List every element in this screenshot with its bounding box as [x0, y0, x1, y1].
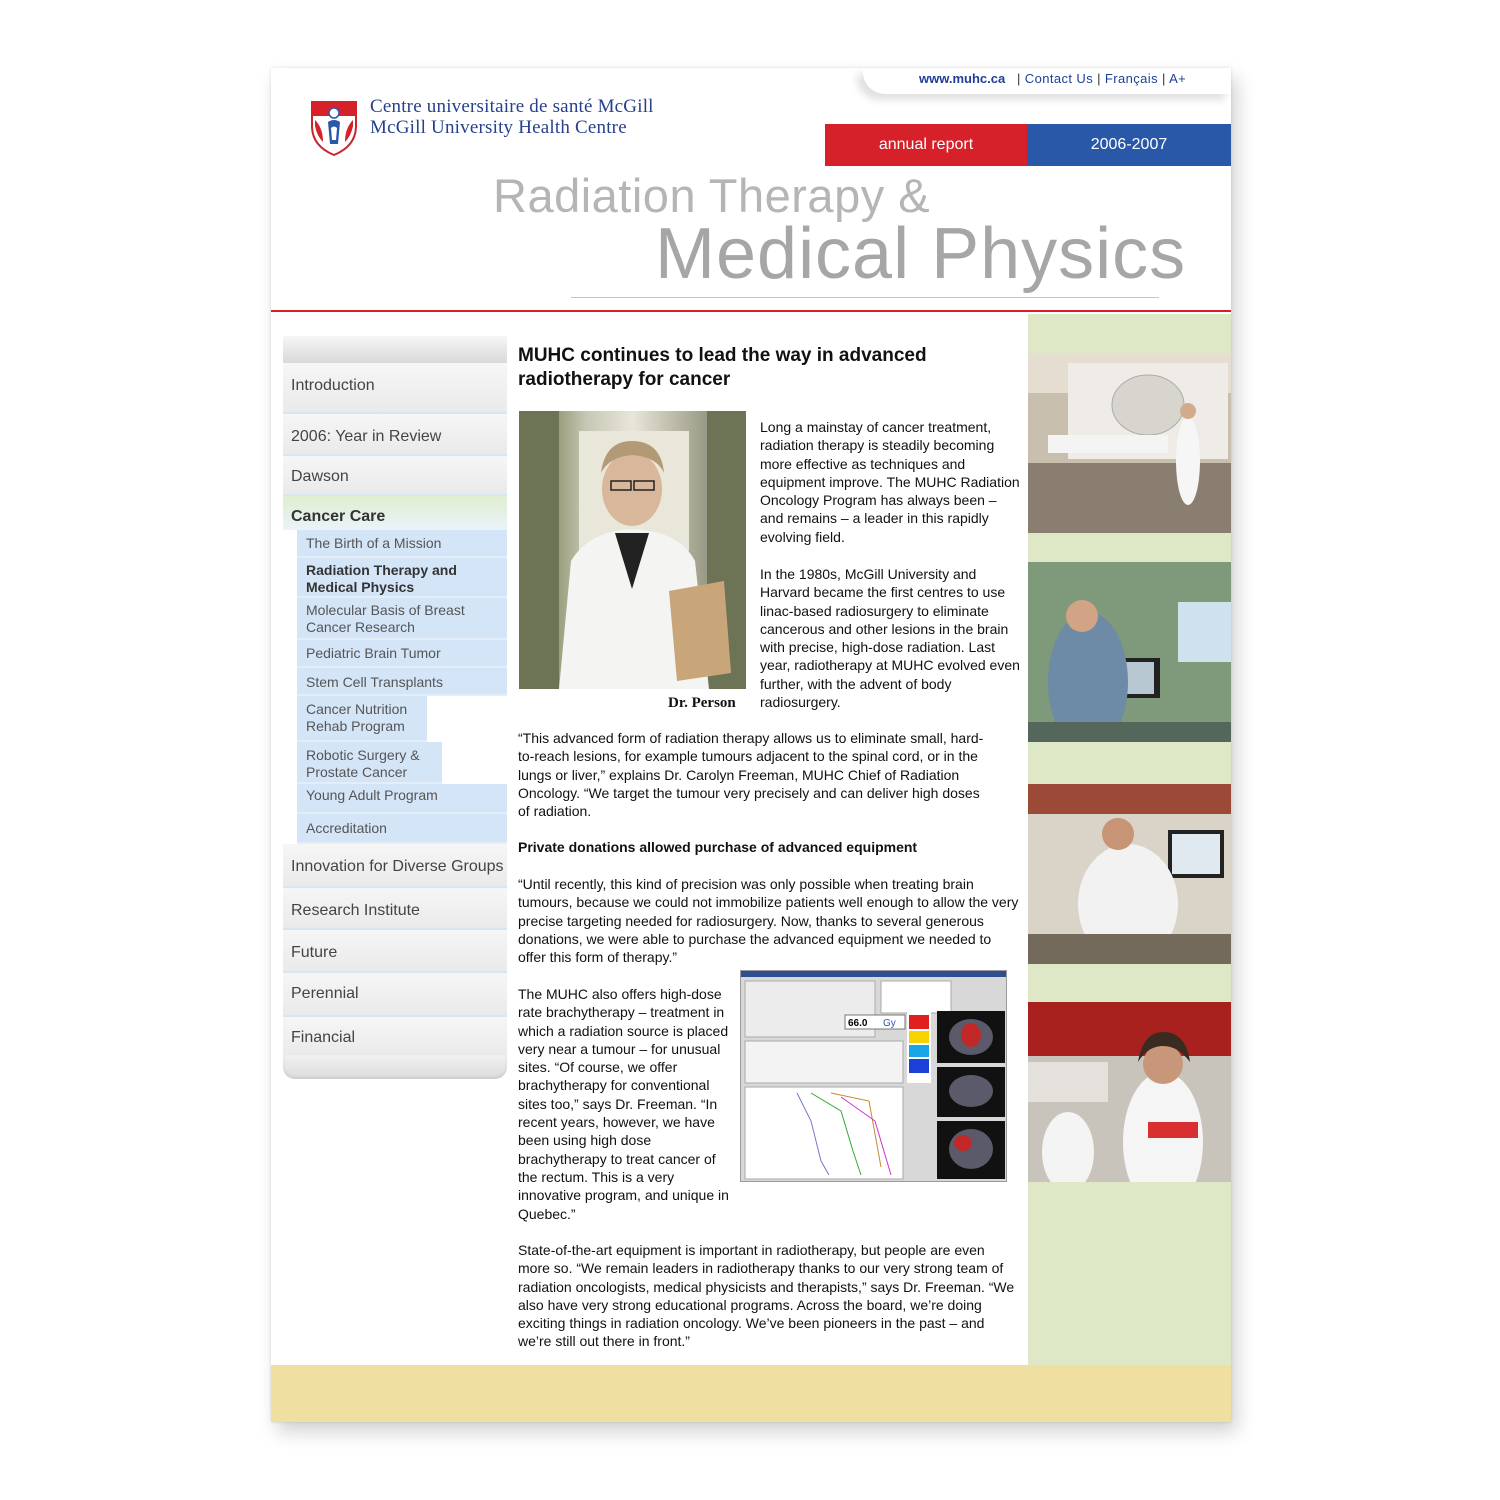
sidebar-item-introduction[interactable]: Introduction [283, 363, 507, 414]
utility-bar [863, 68, 1231, 94]
separator: | [1097, 71, 1101, 86]
header-divider [271, 310, 1231, 312]
page-title-line1: Radiation Therapy & [493, 169, 931, 222]
sidebar-cap-top [283, 336, 507, 363]
sidebar-item-year-in-review[interactable]: 2006: Year in Review [283, 414, 507, 456]
article-paragraph: “Until recently, this kind of precision was only possible when treating brain tumours, because we could not immobilize patients well enough to allow the very precise targeting needed for radiosurgery. Now, thanks to several generous donations, we were able to purchase the advanced equipment we needed to offer this form of therapy.” [518, 876, 1019, 966]
contact-link[interactable]: Contact Us [1024, 71, 1094, 86]
subnav-young-adult-program[interactable]: Young Adult Program [297, 784, 507, 814]
doctor-photo [519, 411, 746, 689]
separator: | [1017, 71, 1021, 86]
utility-links [1017, 71, 1186, 86]
sidebar-cap-bottom [283, 1055, 507, 1079]
article-paragraph: The MUHC also offers high-dose rate brachytherapy – treatment in which a radiation source is placed very near a tumour – for unusual sites. “Of course, we offer brachytherapy for conventional sites too,” says Dr. Freeman. “In recent years, however, we have been using high dose brachytherapy to treat cancer of the rectum. This is a very innovative program, and unique in Quebec.” [518, 986, 729, 1222]
article-paragraph: Long a mainstay of cancer treatment, radiation therapy is steadily becoming more effective as techniques and equipment improve. The MUHC Radiation Oncology Program has always been – and remains – a leader in this rapidly evolving field. [760, 419, 1020, 545]
language-link[interactable]: Français [1104, 71, 1158, 86]
planning-workstation-photo [1028, 784, 1231, 964]
org-name-fr: Centre universitaire de santé McGill [370, 96, 654, 117]
physician-xray-photo [1028, 562, 1231, 742]
sidebar-item-financial[interactable]: Financial [283, 1017, 507, 1055]
muhc-shield-logo[interactable] [309, 98, 359, 156]
sidebar-nav [283, 336, 507, 1079]
sidebar-item-research-institute[interactable]: Research Institute [283, 888, 507, 930]
sidebar-item-innovation[interactable]: Innovation for Diverse Groups [283, 844, 507, 888]
footer-band [271, 1365, 1231, 1422]
org-name-en: McGill University Health Centre [370, 117, 627, 138]
dose-unit: Gy [883, 1018, 896, 1029]
photo-caption: Dr. Person [668, 695, 736, 711]
photo-column [1028, 314, 1231, 1366]
article-subheading: Private donations allowed purchase of advanced equipment [518, 839, 918, 855]
subnav-stem-cell-transplants[interactable]: Stem Cell Transplants [297, 668, 507, 696]
article-paragraph: In the 1980s, McGill University and Harvard became the first centres to use linac-based radiosurgery to eliminate cancerous and other lesions in the brain with precise, high-dose radiation. Last year, radiotherapy at MUHC evolved even further, with the advent of body radiosurgery. [760, 566, 1020, 711]
sidebar-item-perennial[interactable]: Perennial [283, 973, 507, 1017]
text-size-link[interactable]: A+ [1169, 71, 1187, 86]
page-title-line2: Medical Physics [655, 214, 1187, 294]
subnav-accreditation[interactable]: Accreditation [297, 814, 507, 844]
dose-value: 66.0 [848, 1018, 868, 1029]
subnav-cancer-nutrition[interactable]: Cancer Nutrition Rehab Program [297, 696, 427, 742]
year-button[interactable]: 2006-2007 [1027, 124, 1231, 166]
sidebar-item-cancer-care[interactable]: Cancer Care [283, 496, 507, 530]
subnav-pediatric-brain-tumor[interactable]: Pediatric Brain Tumor [297, 640, 507, 668]
sidebar-item-future[interactable]: Future [283, 930, 507, 973]
article-title: MUHC continues to lead the way in advanced radiotherapy for cancer [518, 345, 927, 390]
site-link[interactable]: www.muhc.ca [919, 71, 1006, 86]
subnav-robotic-surgery[interactable]: Robotic Surgery & Prostate Cancer [297, 742, 442, 784]
staff-smiling-photo [1028, 1002, 1231, 1182]
treatment-planning-screenshot [740, 970, 1007, 1182]
subnav-radiation-therapy[interactable]: Radiation Therapy and Medical Physics [297, 558, 507, 598]
linac-treatment-photo [1028, 353, 1231, 533]
title-divider [571, 297, 1159, 298]
subnav-birth-of-a-mission[interactable]: The Birth of a Mission [297, 530, 507, 558]
separator: | [1162, 71, 1166, 86]
annual-report-button[interactable]: annual report [825, 124, 1027, 166]
sidebar-item-dawson[interactable]: Dawson [283, 456, 507, 496]
article-paragraph: “This advanced form of radiation therapy allows us to eliminate small, hard-to-reach lesions, for example tumours adjacent to the spinal cord, or in the lungs or liver,” explains Dr. Carolyn Freeman, MUHC Chief of Radiation Oncology. “We target the tumour very precisely and can deliver high doses of radiation. [518, 730, 984, 820]
subnav-breast-cancer-research[interactable]: Molecular Basis of Breast Cancer Research [297, 598, 507, 640]
article-paragraph: State-of-the-art equipment is important in radiotherapy, but people are even more so. “We remain leaders in radiotherapy thanks to our very strong team of radiation oncologists, medical physicists and therapists,” says Dr. Freeman. “We also have very strong educational programs. Across the board, we’re doing exciting things in radiation oncology. We’ve been pioneers in the past – and we’re still out there in front.” [518, 1242, 1015, 1350]
report-page [271, 68, 1231, 1422]
